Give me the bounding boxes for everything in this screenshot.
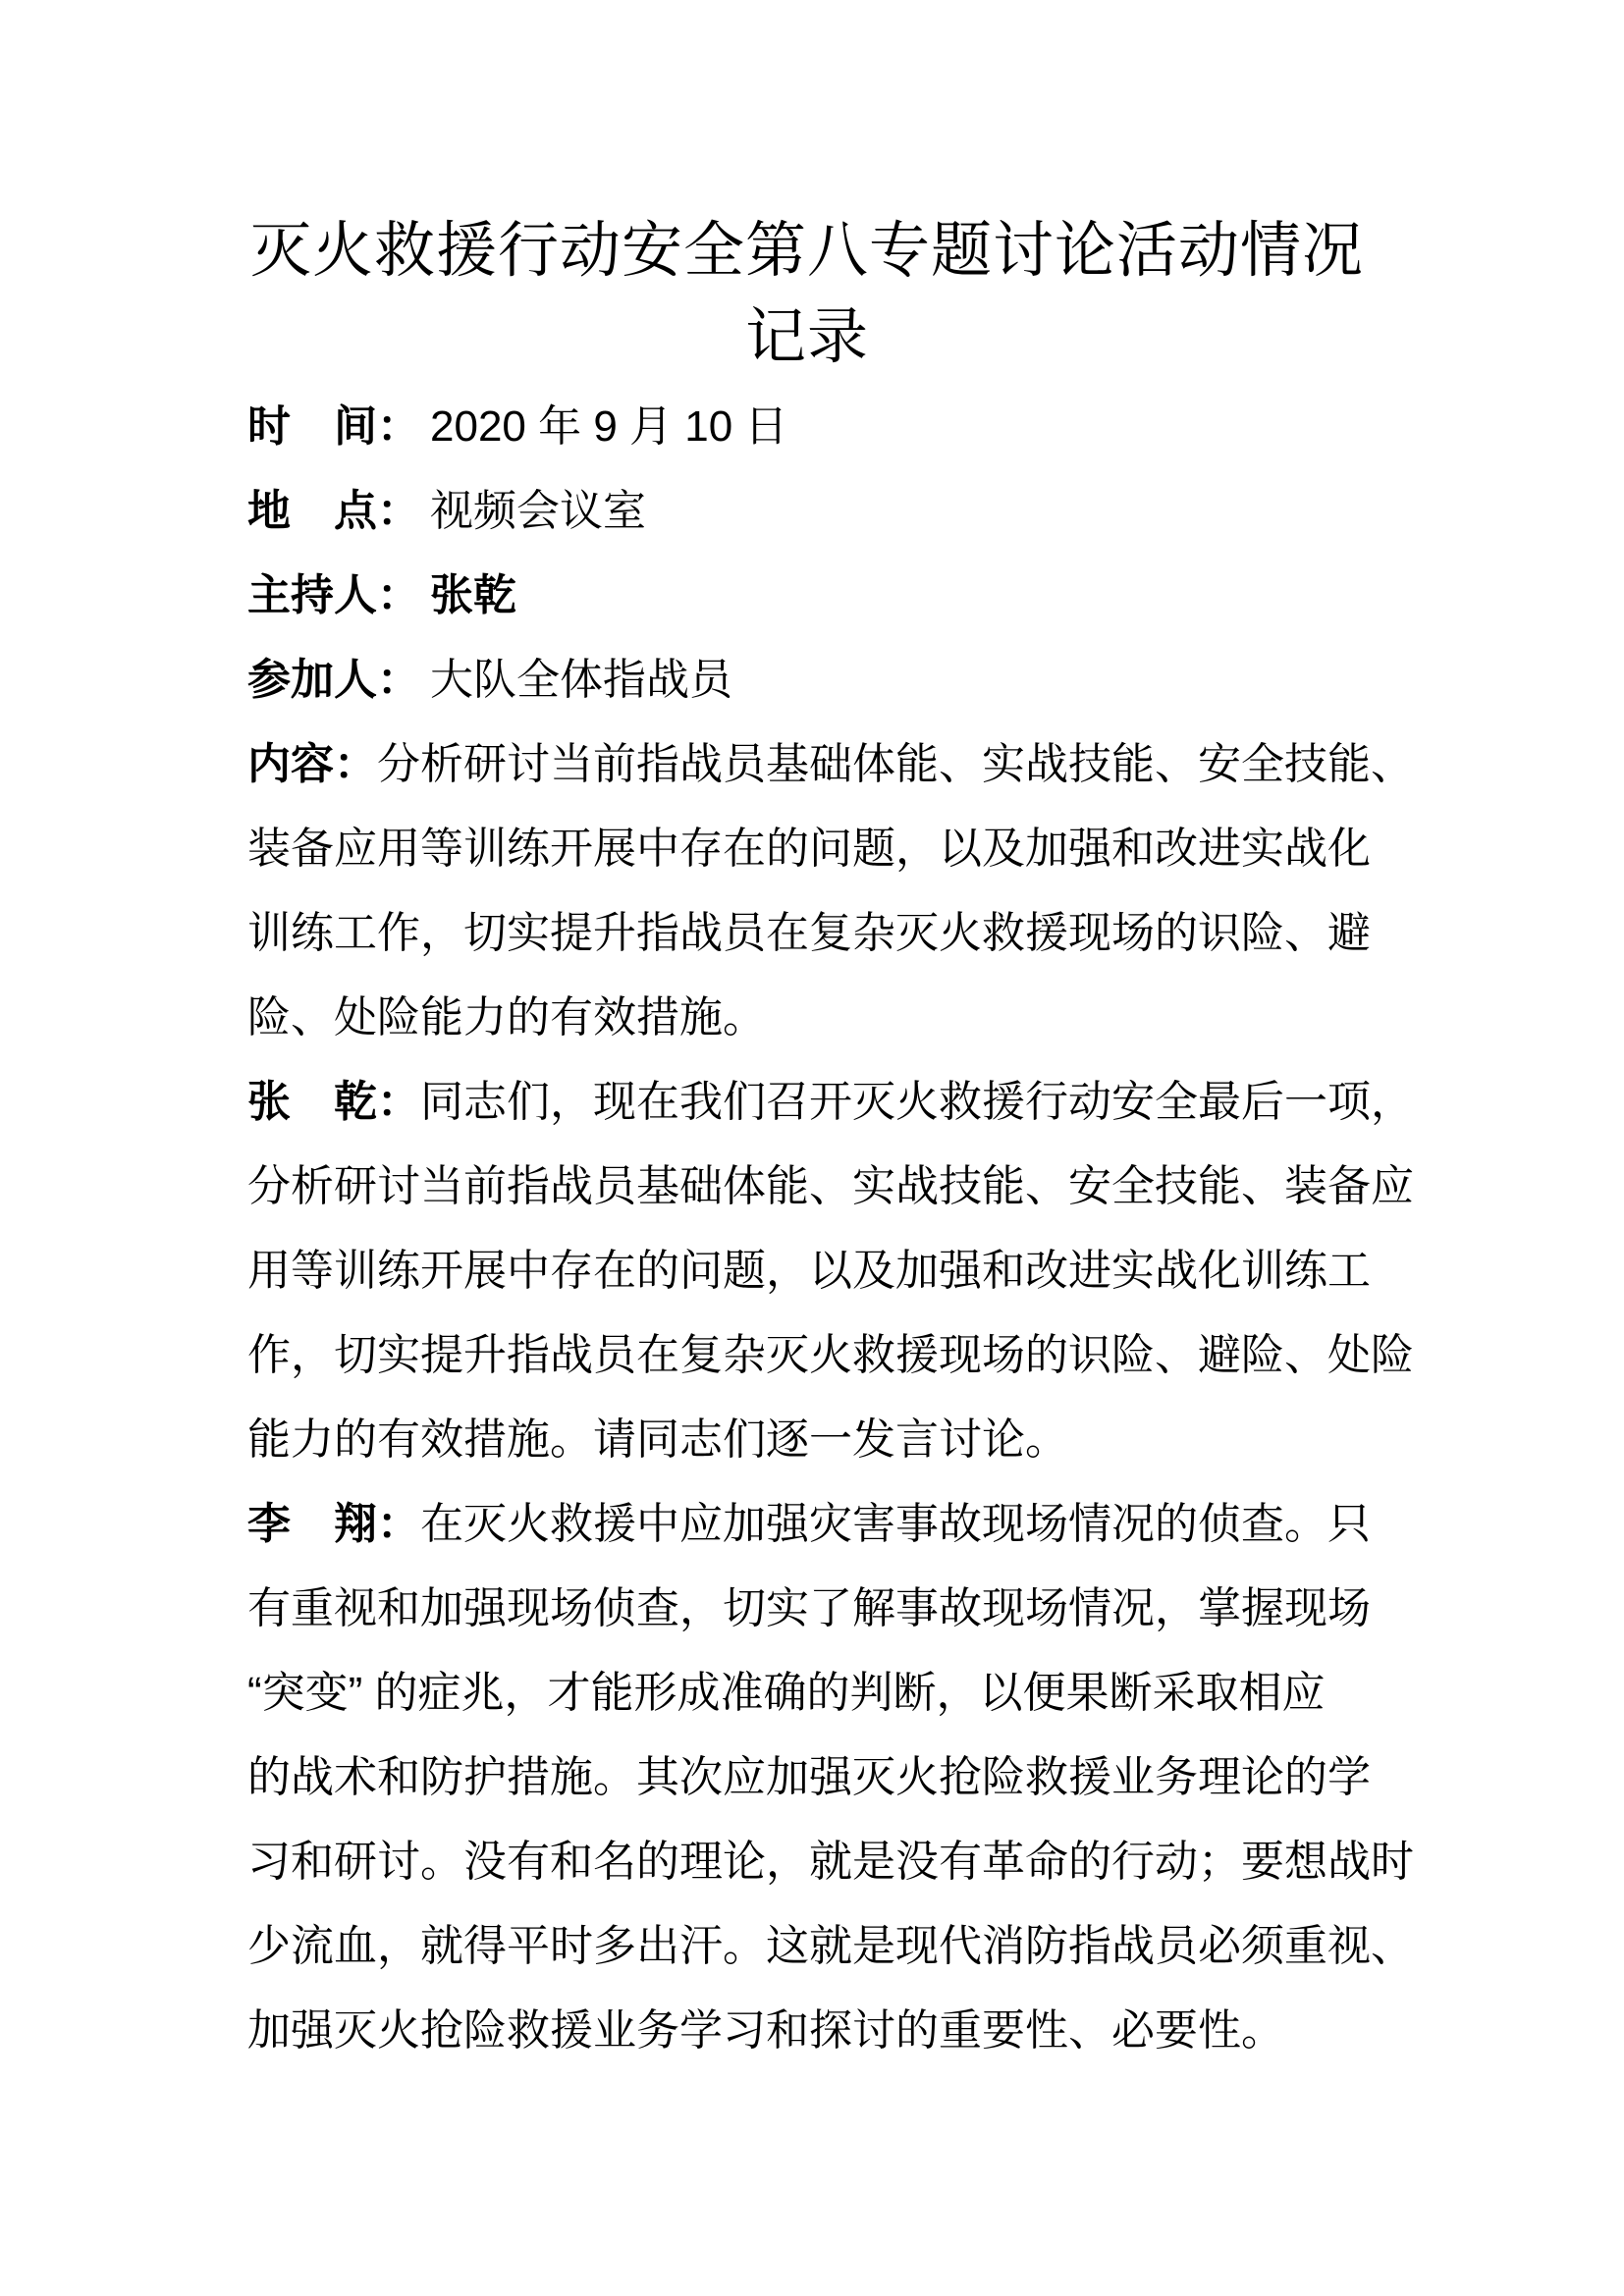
meta-row (247, 385, 1416, 469)
text-line: 险、处险能力的有效措施。 (247, 993, 766, 1041)
text-line: 装备应用等训练开展中存在的问题，以及加强和改进实战化 (247, 825, 1371, 873)
text-line: 内容：分析研讨当前指战员基础体能、实战技能、安全技能、 (247, 740, 1414, 788)
text-line: 加强灭火抢险救援业务学习和探讨的重要性、必要性。 (247, 2006, 1284, 2055)
text-line: 能力的有效措施。请同志们逐一发言讨论。 (247, 1415, 1068, 1464)
meta-value: 张乾 (430, 571, 516, 619)
title-line-2: 记录 (744, 303, 869, 371)
title-line-1: 灭火救援行动安全第八专题讨论活动情况 (249, 217, 1364, 285)
meta-value: 视频会议室 (430, 487, 646, 535)
paragraph (247, 1060, 1416, 1482)
meta-label: 参加人： (247, 656, 420, 704)
text-line: 张 乾：同志们，现在我们召开灭火救援行动安全最后一项， (247, 1078, 1414, 1126)
text-line: 分析研讨当前指战员基础体能、实战技能、安全技能、装备应 (247, 1162, 1414, 1210)
speaker-label: 内容： (247, 740, 377, 788)
text-line: 有重视和加强现场侦查，切实了解事故现场情况，掌握现场 (247, 1584, 1371, 1632)
text-line: 习和研讨。没有和名的理论，就是没有革命的行动；要想战时 (247, 1838, 1414, 1886)
document-body (247, 385, 1416, 2073)
meta-label: 主持人： (247, 571, 420, 619)
meta-row (247, 554, 1416, 638)
meta-label: 时 间： (247, 402, 420, 451)
text-line: 的战术和防护措施。其次应加强灭火抢险救援业务理论的学 (247, 1753, 1371, 1801)
meta-row (247, 638, 1416, 722)
paragraph (247, 1482, 1416, 2073)
text-line: “突变” 的症兆，才能形成准确的判断，以便果断采取相应 (247, 1669, 1326, 1717)
paragraphs (247, 722, 1416, 2073)
meta-value: 2020 年 9 月 10 日 (430, 402, 788, 451)
text-line: 用等训练开展中存在的问题，以及加强和改进实战化训练工 (247, 1247, 1371, 1295)
meta-row (247, 469, 1416, 554)
paragraph (247, 722, 1416, 1060)
text-line: 训练工作，切实提升指战员在复杂灭火救援现场的识险、避 (247, 909, 1371, 957)
speaker-label: 张 乾： (247, 1078, 420, 1126)
speaker-label: 李 翔： (247, 1500, 420, 1548)
meta-value: 大队全体指战员 (430, 656, 732, 704)
text-line: 少流血，就得平时多出汗。这就是现代消防指战员必须重视、 (247, 1922, 1414, 1970)
meta-list (247, 385, 1416, 722)
text-line: 作，切实提升指战员在复杂灭火救援现场的识险、避险、处险 (247, 1331, 1414, 1379)
meta-label: 地 点： (247, 487, 420, 535)
text-line: 李 翔：在灭火救援中应加强灾害事故现场情况的侦查。只 (247, 1500, 1371, 1548)
document-title (223, 208, 1391, 381)
